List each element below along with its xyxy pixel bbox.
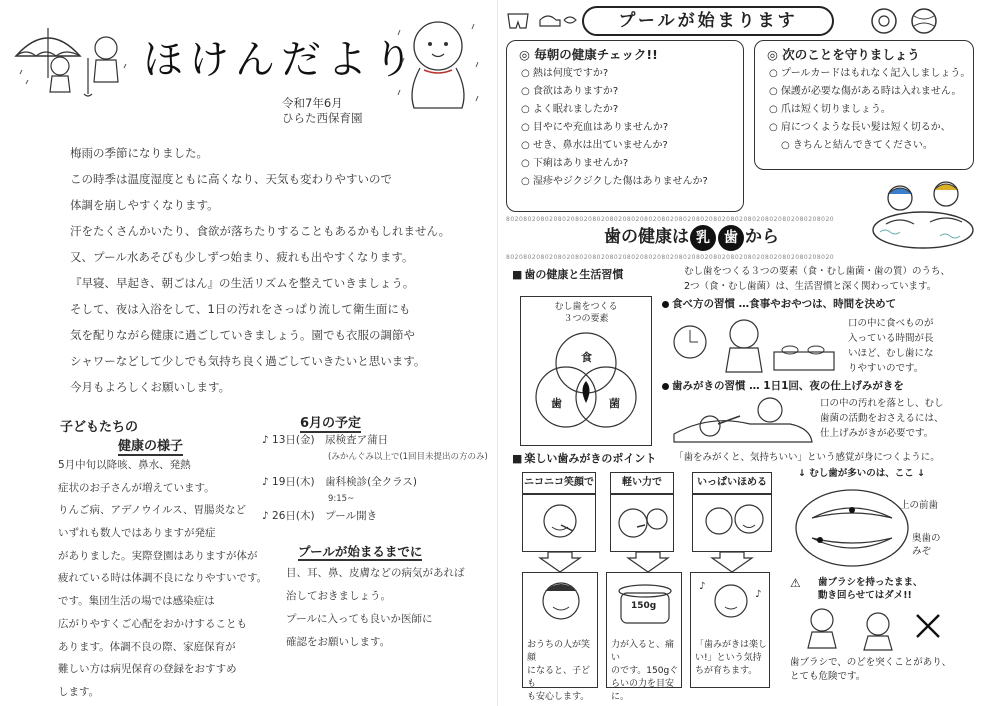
venn-label-germ: 菌 [609,397,620,410]
open-mouth-diagram [790,484,916,570]
warning-detail [790,656,990,684]
illness-fragment: がありました。 [58,549,132,562]
happy-child-illustration [523,573,599,631]
intro-line: 体調を崩しやすくなります。 [70,198,219,212]
caption-line: おうちの人が笑顔 [527,640,591,663]
health-check-item: ○ 目やにや充血はありませんか? [507,119,743,137]
child-eating-illustration [670,312,840,376]
teeth-title [604,222,779,251]
caption-line: 「歯みがきは楽し [695,640,768,650]
caption-praise [695,639,769,678]
venn-title-line: ３つの要素 [563,314,609,324]
habit-eating-text: 食べ方の習慣 …食事やおやつは、時間を決めて [672,298,897,310]
habits-heading: ■ 歯の健康と生活習慣 [512,266,623,282]
point-label-praise: いっぱいほめる [692,472,772,494]
health-check-title-text: 毎朝の健康チェック!! [534,47,658,62]
habit-eating-line: 入っている時間が長 [848,333,934,344]
intro-line: 気を配りながら健康に過ごしていきましょう。園でも衣服の調節や [70,328,415,342]
intro-line: この時季は温度湿度ともに高くなり、天気も変わりやすいので [70,172,392,186]
venn-overlap [583,381,590,403]
umbrella-kids-illustration [8,18,133,100]
child-brushing-light-illustration [611,495,675,553]
health-check-title: ◎ 毎朝の健康チェック!! [519,47,658,62]
tooth-char-badge: 歯 [718,225,744,251]
caption-line: も安心します。 [527,692,590,702]
habit-eating-heading [662,296,896,311]
point-light-result [606,572,682,702]
pool-rule-item: ○ プールカードはもれなく記入しましょう。 [755,65,973,83]
habit-brushing-line: 歯菌の活動をおさえるには、 [820,413,944,424]
health-check-list [507,65,743,191]
svg-text:♪: ♪ [699,581,706,592]
caption-light [611,639,681,704]
brushing-points-intro: 「歯をみがくと、気持ちいい」という感覚が身につくように。 [674,452,940,463]
illness-line [58,545,258,568]
warning-line: 歯ブラシを持ったまま、 [818,577,923,588]
habit-brushing-line: 仕上げみがきが必要です。 [820,428,934,439]
swimwear-icons [506,8,578,34]
cavity-location-title: ↓ むし歯が多いのは、ここ ↓ [798,468,926,479]
health-check-item: ○ 食欲はありますか? [507,83,743,101]
caption-line: らいの力を目安に。 [611,679,675,702]
pool-rules-title-text: 次のことを守りましょう [782,47,920,62]
pool-rule-item: ○ 爪は短く切りましょう。 [755,101,973,119]
label-line: みぞ [912,546,932,557]
pool-rules-box [754,40,974,170]
schedule-date: 19日(木) [272,476,315,488]
caption-line: のです。150gぐ [611,666,679,676]
venn-title [521,301,651,325]
pool-before-text [286,562,491,654]
brushing-points-heading: ■ 楽しい歯みがきのポイント [512,450,656,466]
schedule-event: プール開き [325,510,378,522]
float-ring-and-ball-icons [868,6,944,36]
schedule-event: 尿検査ア蒲日 [325,434,389,446]
illness-line: します。 [58,685,100,698]
illness-line: いずれも数人ではありますが発症 [58,527,216,540]
milk-char-badge: 乳 [690,225,716,251]
health-check-item: ○ よく眠れましたか? [507,101,743,119]
label-front-teeth: 上の前歯 [900,500,939,511]
child-singing-illustration [691,573,771,631]
pool-rules-title: ◎ 次のことを守りましょう [767,47,920,62]
habit-eating-line: 口の中に食べものが [848,318,934,329]
venn-diagram [521,327,651,445]
illness-text [58,454,268,704]
venn-title-line: むし歯をつくる [554,302,618,312]
habit-brushing-desc [820,396,980,441]
point-smile-scene [522,494,596,552]
pool-rule-item: ○ 肩につくような長い髪は短く切るか、 [755,119,973,137]
illness-section-title [60,416,183,454]
caption-line: 力が入ると、痛い [611,640,675,663]
running-with-toothbrush-illustration [792,604,912,652]
page-divider [497,0,498,706]
schedule-item: ♪ 26日(木) プール開き [262,510,378,522]
illness-line: 症状のお子さんが増えています。 [58,481,215,494]
intro-line: 又、プール水あそびも少しずつ始まり、疲れも出やすくなります。 [70,250,414,264]
intro-line: 梅雨の季節になりました。 [70,146,208,160]
habits-intro-line: むし歯をつくる３つの要素（食・むし歯菌・歯の質）のうち、 [684,266,951,277]
pool-rules-list [755,65,973,155]
warning-detail-line: とても危険です。 [790,671,866,682]
bullet-icon [662,383,669,390]
caption-smile [527,639,597,704]
pool-before-title [298,542,422,560]
illness-title-b: 健康の様子 [118,439,184,454]
venn-panel [520,296,652,446]
kids-in-pool-illustration [870,172,976,252]
health-check-item: ○ 熱は何度ですか? [507,65,743,83]
illness-line: りんご病、アデノウイルス、胃腸炎など [58,504,246,517]
habit-brushing-line: 口の中の汚れを落とし、むし [820,398,944,409]
pool-before-line: 確認をお願いします。 [286,636,391,648]
bullet-icon [662,301,669,308]
pool-rule-continuation: きちんと結んできてください。 [792,140,933,151]
schedule-title [300,412,361,431]
schedule-event: 歯科検診(全クラス) [325,476,417,488]
health-check-box [506,40,744,212]
warning-text [818,576,988,602]
issue-date: 令和7年6月 [282,96,343,110]
teru-teru-bozu-illustration [394,10,486,110]
schedule-time: 9:15~ [328,494,355,504]
intro-line: そして、夜は入浴をして、1日の汚れをさっぱり流して衛生面にも [70,302,411,316]
point-label-light: 軽い力で [610,472,674,494]
warning-icon: ⚠ [790,576,801,590]
intro-line: 『早寝、早起き、朝ごはん』の生活リズムを整えていきましょう。 [70,276,415,290]
schedule-date: 26日(木) [272,510,315,522]
pool-before-title-text: プールが始まるまでに [298,544,423,559]
label-molar-groove [912,532,941,558]
venn-label-food: 食 [581,351,592,364]
illness-title-a: 子どもたちの [60,420,139,435]
illness-line: あります。体調不良の際、家庭保育が [58,640,236,653]
pool-before-line: 治しておきましょう。 [286,590,391,602]
intro-line: シャワーなどして少しでも気持ち良く過ごしていきたいと思います。 [70,354,426,368]
schedule-note: (みかんぐみ以上で(1回目未提出の方のみ) [328,452,488,462]
point-smile-result [522,572,598,702]
health-check-item: ○ 湿疹やジクジクした傷はありませんか? [507,173,743,191]
organization-name: ひらた西保育園 [282,111,363,125]
pool-rule-item: ○ 保護が必要な傷がある時は入れません。 [755,83,973,101]
cross-mark-icon [914,612,942,640]
pool-before-line: 目、耳、鼻、皮膚などの病気があれば [286,567,465,579]
teeth-title-post: から [745,227,779,247]
schedule-list [262,430,494,526]
habit-brushing-text: 歯みがきの習慣 … 1日1回、夜の仕上げみがきを [672,380,904,392]
habit-eating-desc [848,316,978,376]
parent-praising-illustration [693,495,773,553]
intro-text [70,140,490,400]
habit-eating-line: いほど、むし歯にな [848,348,934,359]
point-praise-scene [692,494,772,552]
point-light-scene [610,494,674,552]
warning-line: 動き回らせてはダメ!! [818,590,912,601]
tooth-deco-strip-bottom: 8020802080208020802080208020802080208020802080208020802080208020802080208020 [506,254,835,261]
page-title: ほけんだより [143,37,419,83]
venn-label-tooth: 歯 [551,397,562,410]
schedule-item: ♪ 19日(木) 歯科検診(全クラス) [262,476,417,488]
schedule-item: ♪ 13日(金) 尿検査ア蒲日 [262,434,389,446]
intro-line: 今月もよろしくお願いします。 [70,380,231,394]
tooth-deco-strip-top: 8020802080208020802080208020802080208020802080208020802080208020802080208020 [506,216,835,223]
caption-line: になると、子ども [527,666,591,689]
caption-line: い!」という気持 [695,653,762,663]
warning-detail-line: 歯ブラシで、のどを突くことがあり、 [790,657,952,668]
pool-rule-item-cont [755,137,973,155]
label-line: 奥歯の [912,533,941,544]
habit-eating-line: りやすいのです。 [848,363,924,374]
point-label-smile: ニコニコ笑顔で [522,472,596,494]
point-praise-result [690,572,770,688]
illness-line: 難しい方は病児保育の登録をおすすめ [58,663,237,676]
teeth-title-pre: 歯の健康は [604,227,689,247]
down-arrows [540,552,770,574]
pool-before-line: プールに入っても良いか医師に [286,613,433,625]
health-check-item: ○ せき、鼻水は出ていませんか? [507,137,743,155]
habits-intro [684,264,984,294]
gauge-value: 150g [631,601,657,611]
illness-line: 広がりやすくご心配をおかけすることも [58,617,247,630]
habits-intro-line: 2つ（食・むし歯菌）は、生活習慣と深く関わっています。 [684,281,937,292]
svg-text:♪: ♪ [755,589,762,600]
illness-fragment: 実際登園はありますが体が [131,549,258,562]
intro-line: 汗をたくさんかいたり、食欲が落ちたりすることもあるかもしれません。 [70,224,451,238]
pool-title: プールが始まります [582,6,834,36]
issue-date-block [282,96,363,126]
health-check-item: ○ 下痢はありませんか? [507,155,743,173]
child-brushing-smile-illustration [523,495,597,553]
illness-line: 疲れている時は体調不良になりやすいです。 [58,572,268,585]
parent-brushing-illustration [670,394,816,448]
illness-line: 5月中旬以降咳、鼻水、発熱 [58,459,191,471]
schedule-date: 13日(金) [272,434,315,446]
illness-line: です。集団生活の場では感染症は [58,595,215,608]
schedule-title-text: 6月の予定 [300,416,362,431]
caption-line: ちが育ちます。 [695,666,758,676]
habit-brushing-heading [662,378,904,393]
